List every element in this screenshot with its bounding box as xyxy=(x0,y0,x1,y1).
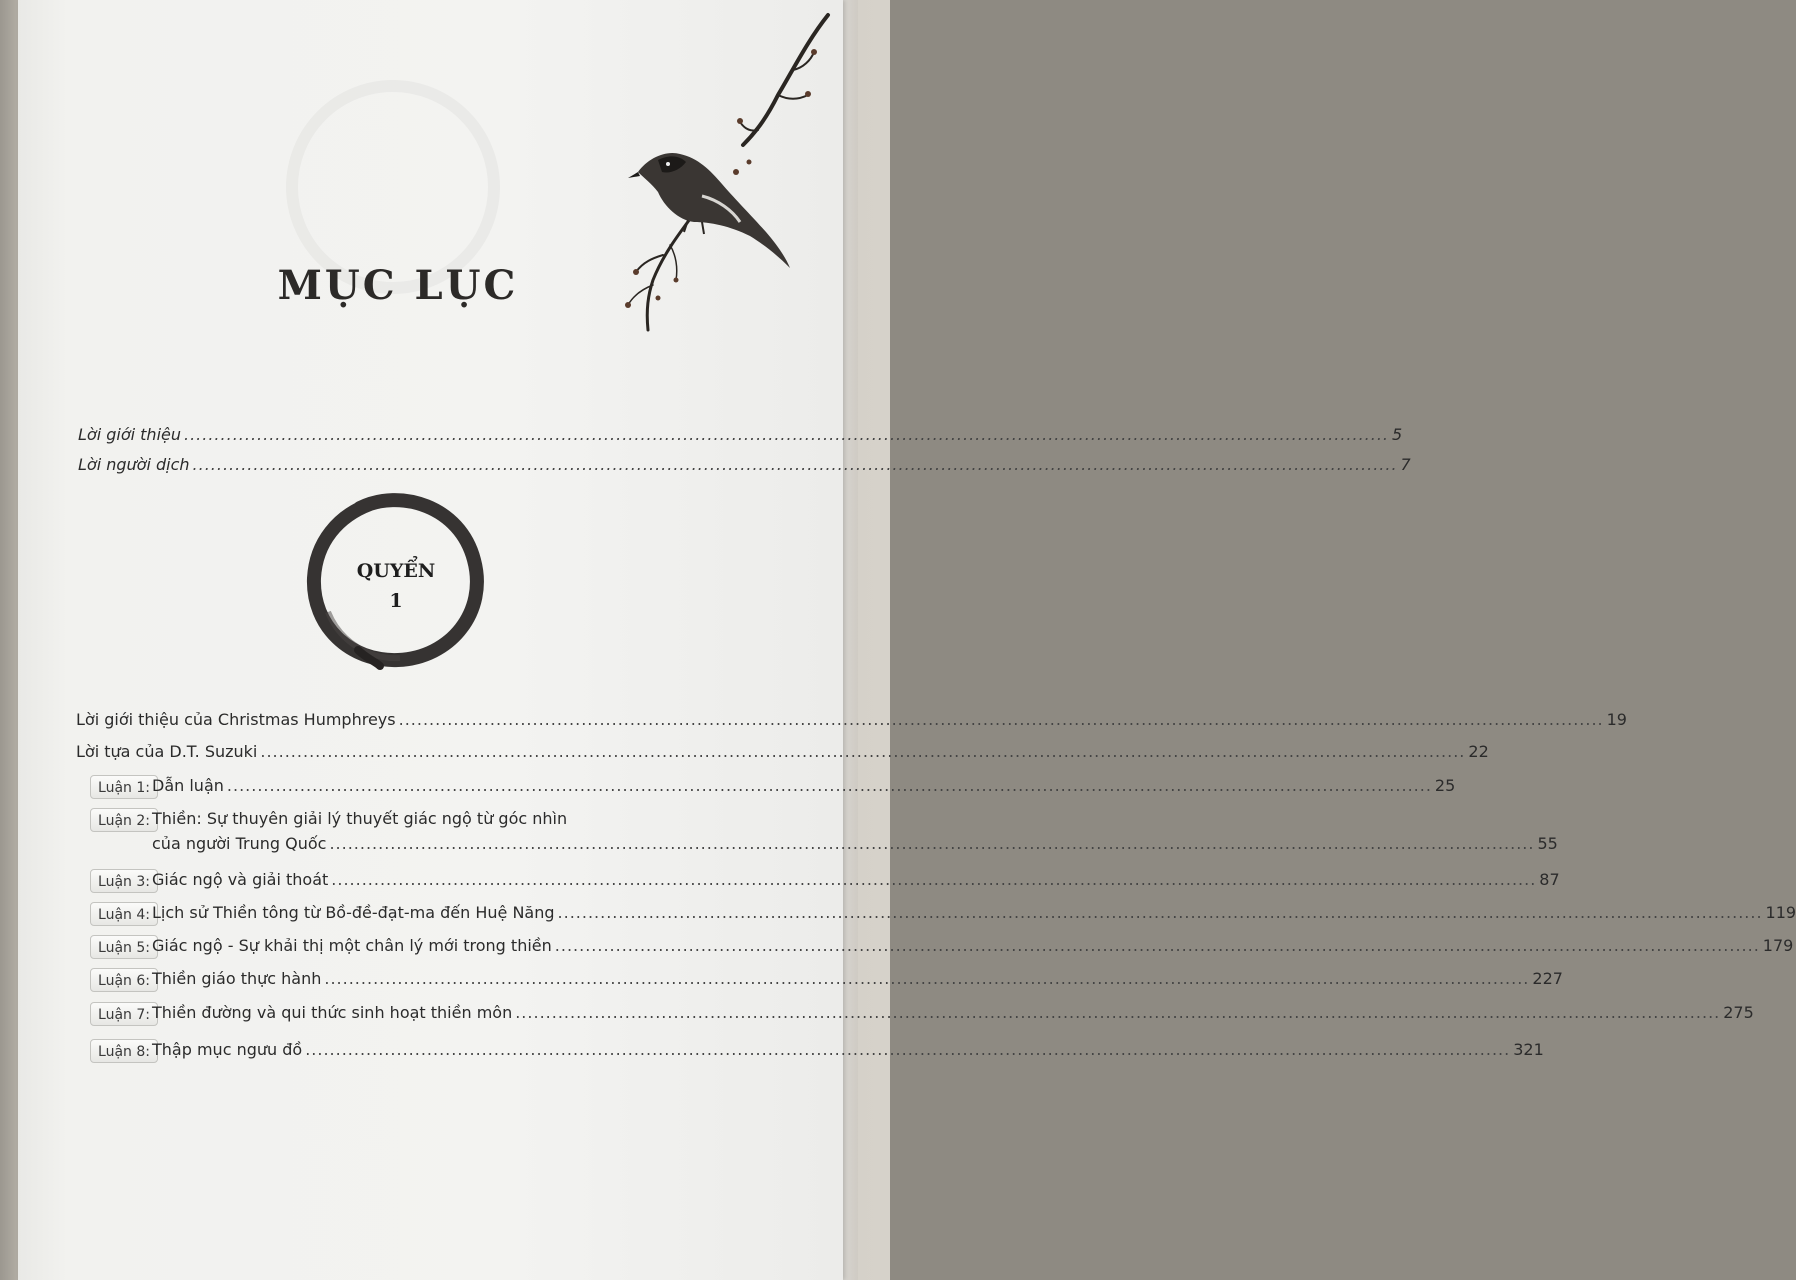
toc-chapter-1 xyxy=(152,776,1456,795)
leader-dots: ...................................................................................................................................................................................................... xyxy=(329,834,1535,853)
toc-chapter-2 xyxy=(152,809,683,828)
toc-page-number: 179 xyxy=(1762,936,1794,955)
toc-page-number: 22 xyxy=(1468,742,1489,761)
toc-chapter-2-continued xyxy=(152,834,1558,853)
toc-chapter-3 xyxy=(152,870,1560,889)
chapter-badge: Luận 1: xyxy=(90,775,158,799)
chapter-badge: Luận 8: xyxy=(90,1039,158,1063)
toc-entry-label-continued: của người Trung Quốc xyxy=(152,834,327,853)
chapter-badge: Luận 6: xyxy=(90,968,158,992)
leader-dots: ...................................................................................................................................................................................................... xyxy=(226,776,1432,795)
toc-entry-label: Lời tựa của D.T. Suzuki xyxy=(76,742,258,761)
toc-chapter-8 xyxy=(152,1040,1544,1059)
book-page xyxy=(18,0,1796,1280)
volume-number: 1 xyxy=(389,590,403,612)
toc-page-number: 227 xyxy=(1532,969,1563,988)
leader-dots: ...................................................................................................................................................................................................... xyxy=(260,742,1466,761)
toc-entry-label: Lịch sử Thiền tông từ Bồ-đề-đạt-ma đến Huệ Năng xyxy=(152,903,555,922)
toc-page-number: 7 xyxy=(1400,455,1411,474)
leader-dots: ...................................................................................................................................................................................................... xyxy=(331,870,1537,889)
chapter-badge: Luận 7: xyxy=(90,1002,158,1026)
leader-dots: ...................................................................................................................................................................................................... xyxy=(554,936,1760,955)
toc-entry-label: Dẫn luận xyxy=(152,776,224,795)
leader-dots: ...................................................................................................................................................................................................... xyxy=(184,425,1390,444)
toc-entry-label: Thiền: Sự thuyên giải lý thuyết giác ngộ từ góc nhìn xyxy=(152,809,568,828)
toc-page-number: 55 xyxy=(1537,834,1558,853)
leader-dots: ...................................................................................................................................................................................................... xyxy=(324,969,1530,988)
toc-entry-label: Thập mục ngưu đồ xyxy=(152,1040,303,1059)
leader-dots: ...................................................................................................................................................................................................... xyxy=(398,710,1604,729)
leader-dots: ...................................................................................................................................................................................................... xyxy=(192,455,1398,474)
toc-entry-label: Lời giới thiệu của Christmas Humphreys xyxy=(76,710,396,729)
chapter-badge: Luận 4: xyxy=(90,902,158,926)
toc-chapter-5 xyxy=(152,936,1794,955)
toc-entry-label: Thiền giáo thực hành xyxy=(152,969,322,988)
toc-entry-label: Lời người dịch xyxy=(78,455,190,474)
volume-label xyxy=(326,556,466,616)
volume-title: QUYỂN xyxy=(356,560,436,582)
toc-chapter-6 xyxy=(152,969,1563,988)
toc-entry-suzuki xyxy=(76,742,1489,761)
page-title: MỤC LỤC xyxy=(277,262,519,309)
chapter-badge: Luận 5: xyxy=(90,935,158,959)
chapter-badge: Luận 3: xyxy=(90,869,158,893)
toc-entry-translator xyxy=(78,455,1411,474)
toc-entry-label: Giác ngộ và giải thoát xyxy=(152,870,329,889)
leader-dots: ...................................................................................................................................................................................................... xyxy=(305,1040,1511,1059)
toc-entry-label: Thiền đường và qui thức sinh hoạt thiền môn xyxy=(152,1003,513,1022)
leader-dots: ...................................................................................................................................................................................................... xyxy=(515,1003,1721,1022)
toc-entry-humphreys xyxy=(76,710,1627,729)
toc-page-number: 87 xyxy=(1539,870,1560,889)
toc-page-number: 275 xyxy=(1723,1003,1754,1022)
toc-chapter-4 xyxy=(152,903,1796,922)
toc-page-number: 321 xyxy=(1513,1040,1544,1059)
toc-page-number: 25 xyxy=(1434,776,1456,795)
toc-page-number: 19 xyxy=(1606,710,1627,729)
chapter-badge: Luận 2: xyxy=(90,808,158,832)
toc-entry-label: Giác ngộ - Sự khải thị một chân lý mới trong thiền xyxy=(152,936,552,955)
leader-dots: ...................................................................................................................................................................................................... xyxy=(557,903,1763,922)
toc-entry-intro xyxy=(78,425,1403,444)
toc-page-number: 5 xyxy=(1392,425,1403,444)
toc-chapter-7 xyxy=(152,1003,1754,1022)
toc-entry-label: Lời giới thiệu xyxy=(78,425,181,444)
toc-page-number: 119 xyxy=(1765,903,1796,922)
